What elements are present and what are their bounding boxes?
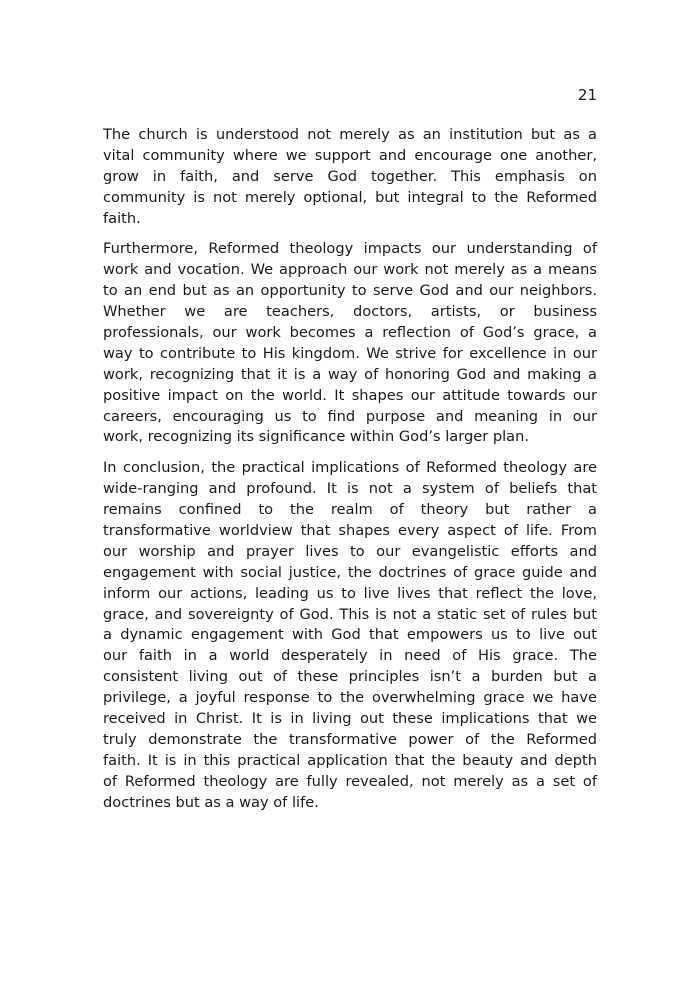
- text-line: Furthermore, Reformed theology impacts our understanding of: [103, 240, 597, 258]
- text-line: doctrines but as a way of life.: [103, 793, 319, 811]
- paragraph-conclusion: [103, 458, 597, 813]
- text-line: transformative worldview that shapes every aspect of life. From: [103, 522, 597, 540]
- text-line: our worship and prayer lives to our evangelistic efforts and: [103, 542, 597, 560]
- text-line: vital community where we support and encourage one another,: [103, 146, 597, 164]
- text-line: privilege, a joyful response to the overwhelming grace we have: [103, 689, 597, 707]
- paragraph-church-community: [103, 125, 597, 229]
- text-line: wide-ranging and profound. It is not a system of beliefs that: [103, 480, 597, 498]
- text-line: received in Christ. It is in living out these implications that we: [103, 710, 597, 728]
- text-line: community is not merely optional, but integral to the Reformed: [103, 188, 597, 206]
- text-line: our faith in a world desperately in need of His grace. The: [103, 647, 597, 665]
- text-line: work and vocation. We approach our work not merely as a means: [103, 261, 597, 279]
- text-line: faith.: [103, 209, 141, 227]
- text-line: Whether we are teachers, doctors, artists, or business: [103, 303, 597, 321]
- text-line: positive impact on the world. It shapes our attitude towards our: [103, 386, 597, 404]
- text-line: consistent living out of these principles isn’t a burden but a: [103, 668, 597, 686]
- page-body: [103, 125, 597, 824]
- text-line: to an end but as an opportunity to serve God and our neighbors.: [103, 282, 597, 300]
- paragraph-work-vocation: [103, 239, 597, 448]
- text-line: of Reformed theology are fully revealed, not merely as a set of: [103, 772, 597, 790]
- text-line: engagement with social justice, the doctrines of grace guide and: [103, 563, 597, 581]
- text-line: work, recognizing that it is a way of honoring God and making a: [103, 365, 597, 383]
- text-line: The church is understood not merely as an institution but as a: [103, 126, 597, 143]
- text-line: professionals, our work becomes a reflection of God’s grace, a: [103, 324, 597, 342]
- text-line: truly demonstrate the transformative power of the Reformed: [103, 730, 597, 748]
- text-line: grace, and sovereignty of God. This is not a static set of rules but: [103, 605, 597, 623]
- text-line: In conclusion, the practical implications of Reformed theology are: [103, 459, 597, 477]
- page-number: 21: [577, 86, 597, 104]
- text-line: faith. It is in this practical application that the beauty and depth: [103, 751, 597, 769]
- text-line: inform our actions, leading us to live lives that reflect the love,: [103, 584, 597, 602]
- text-line: a dynamic engagement with God that empowers us to live out: [103, 626, 597, 644]
- text-line: way to contribute to His kingdom. We strive for excellence in our: [103, 344, 597, 362]
- text-line: remains confined to the realm of theory but rather a: [103, 501, 597, 519]
- text-line: careers, encouraging us to find purpose and meaning in our: [103, 407, 597, 425]
- text-line: work, recognizing its significance within God’s larger plan.: [103, 428, 529, 446]
- text-line: grow in faith, and serve God together. This emphasis on: [103, 167, 597, 185]
